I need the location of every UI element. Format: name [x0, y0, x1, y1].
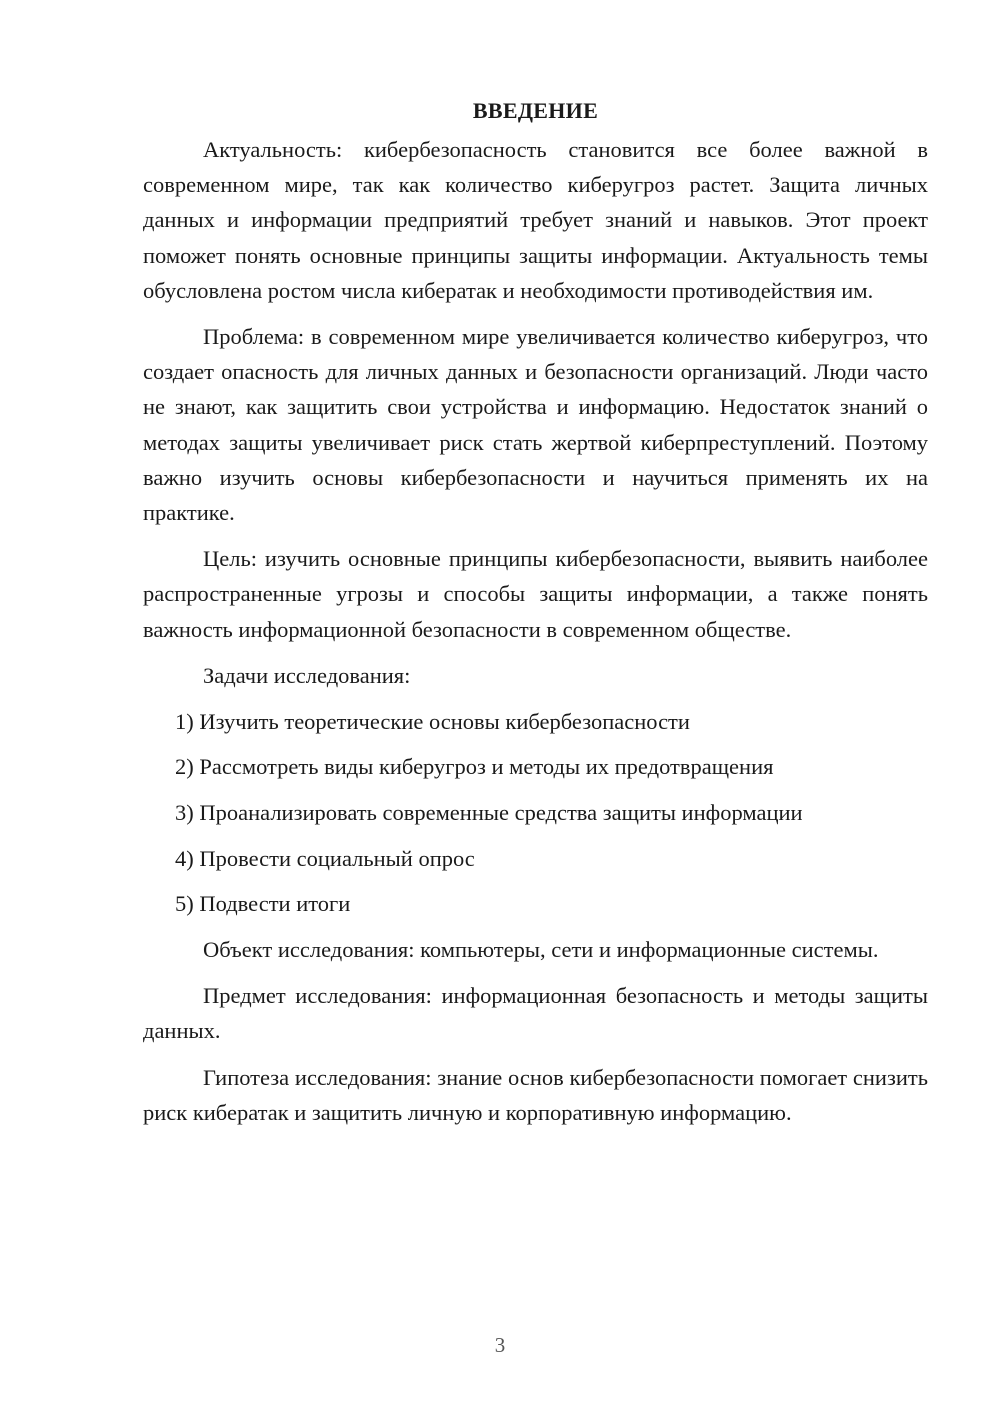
- tasks-list: [143, 704, 928, 922]
- task-item-5: 5) Подвести итоги: [175, 891, 351, 917]
- page-title: ВВЕДЕНИЕ: [472, 98, 599, 123]
- page-number: 3: [494, 1333, 506, 1357]
- paragraph-relevance: Актуальность: кибербезопасность становится все более важной в современном мире, так как количество киберугроз растет. Защита личных данных и информации предприятий требует знаний и навыков. Этот проект поможет понять основные принципы защиты информации. Актуальность темы обусловлена ростом числа кибератак и необходимости противодействия им.: [143, 137, 928, 303]
- document-page: [143, 94, 928, 1130]
- paragraph-subject: Предмет исследования: информационная безопасность и методы защиты данных.: [143, 983, 928, 1044]
- paragraph-goal: Цель: изучить основные принципы кибербезопасности, выявить наиболее распространенные угрозы и способы защиты информации, а также понять важность информационной безопасности в современном обществе.: [143, 546, 928, 642]
- paragraph-hypothesis: Гипотеза исследования: знание основ кибербезопасности помогает снизить риск кибератак и защитить личную и корпоративную информацию.: [143, 1064, 928, 1125]
- paragraph-object: Объект исследования: компьютеры, сети и информационные системы.: [203, 937, 879, 963]
- task-item-4: 4) Провести социальный опрос: [175, 845, 475, 871]
- tasks-heading: Задачи исследования:: [203, 662, 411, 688]
- paragraph-problem: Проблема: в современном мире увеличивается количество киберугроз, что создает опасность для личных данных и безопасности организаций. Люди часто не знают, как защитить свои устройства и информацию. Недостаток знаний о методах защиты увеличивает риск стать жертвой киберпреступлений. Поэтому важно изучить основы кибербезопасности и научиться применять их на практике.: [143, 324, 928, 526]
- task-item-3: 3) Проанализировать современные средства защиты информации: [175, 799, 803, 825]
- task-item-1: 1) Изучить теоретические основы кибербезопасности: [175, 708, 690, 734]
- task-item-2: 2) Рассмотреть виды киберугроз и методы их предотвращения: [175, 754, 774, 780]
